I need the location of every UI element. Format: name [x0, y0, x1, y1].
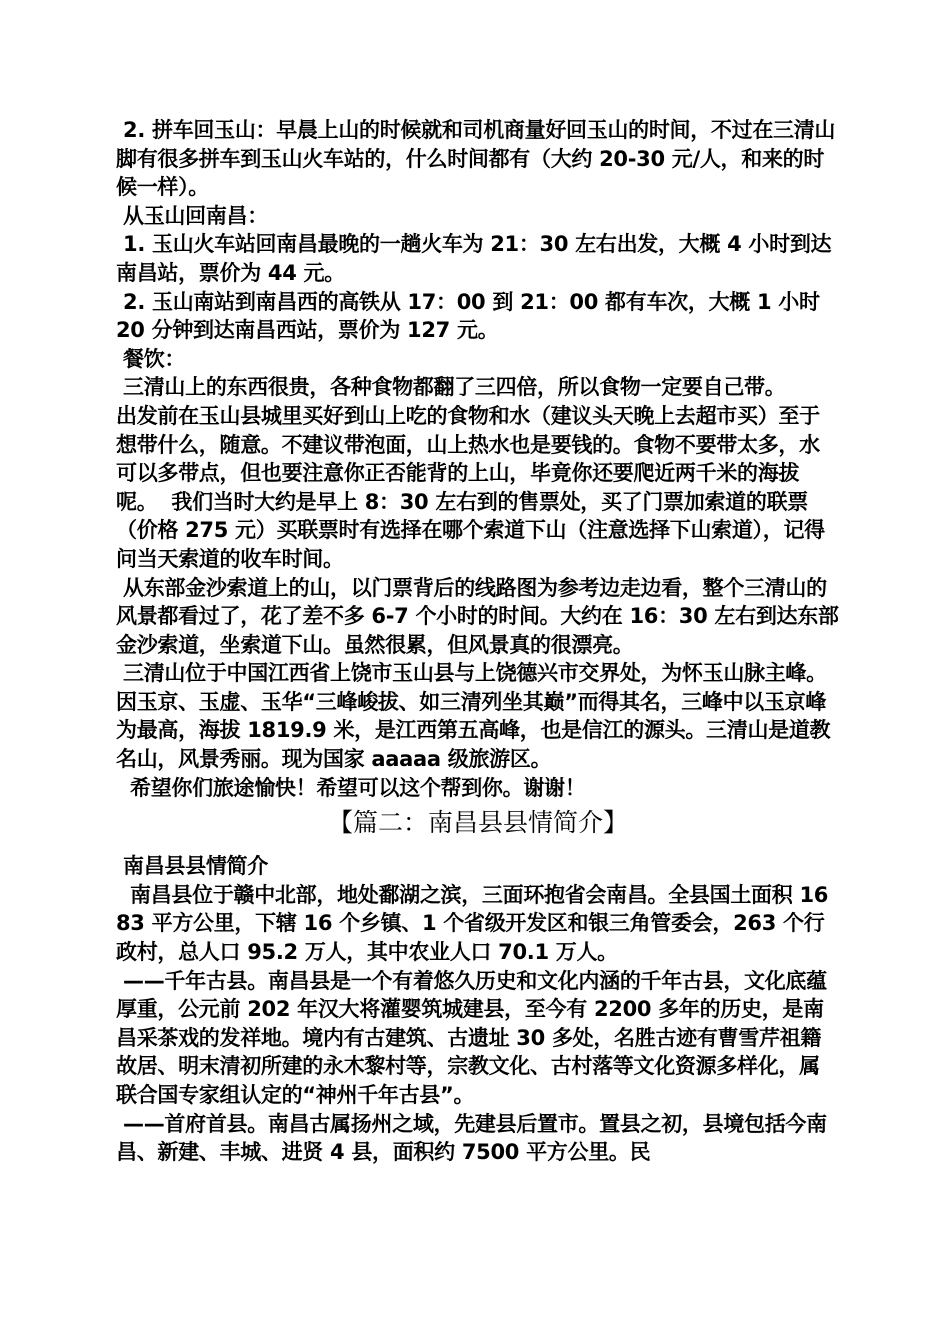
- paragraph-preparation: 出发前在玉山县城里买好到山上吃的食物和水（建议头天晚上去超市买）至于想带什么，随意。不建议带泡面，山上热水也是要钱的。食物不要带太多，水可以多带点，但也要注意你正否能背的上山，毕竟你还要爬近两千米的海拔呢。 我们当时大约是早上 8：30 左右到的售票处，买了门票加索道的联票（价格 275 元）买联票时有选择在哪个索道下山（注意选择下山索道），记得问当天索道的收车时间。: [116, 403, 825, 571]
- paragraph-county-overview: 南昌县位于赣中北部，地处鄱湖之滨，三面环抱省会南昌。全县国土面积 1683 平方公里，下辖 16 个乡镇、1 个省级开发区和银三角管委会，263 个行政村，总人口 95.2 万人，其中农业人口 70.1 万人。: [116, 882, 829, 965]
- paragraph-capital-county: ——首府首县。南昌古属扬州之域，先建县后置市。置县之初，县境包括今南昌、新建、丰城、进贤 4 县，面积约 7500 平方公里。民: [116, 1111, 827, 1165]
- paragraph-dining-heading: 餐饮：: [116, 346, 186, 371]
- paragraph-return-heading: 从玉山回南昌：: [116, 203, 268, 228]
- paragraph-food-prices: 三清山上的东西很贵，各种食物都翻了三四倍，所以食物一定要自己带。: [116, 375, 786, 400]
- paragraph-high-speed-rail: 2. 玉山南站到南昌西的高铁从 17：00 到 21：00 都有车次，大概 1 小时 20 分钟到达南昌西站，票价为 127 元。: [116, 289, 827, 343]
- paragraph-county-title: 南昌县县情简介: [116, 854, 268, 879]
- paragraph-closing: 希望你们旅途愉快！希望可以这个帮到你。谢谢！: [116, 775, 586, 800]
- paragraph-ancient-county: ——千年古县。南昌县是一个有着悠久历史和文化内涵的千年古县，文化底蕴厚重，公元前 202 年汉大将灌婴筑城建县，至今有 2200 多年的历史，是南昌采茶戏的发祥地。境内有古建筑、古遗址 30 多处，名胜古迹有曹雪芹祖籍故居、明末清初所建的永木黎村等，宗教文化、古村落等文化资源多样化，属联合国专家组认定的“神州千年古县”。: [116, 968, 827, 1107]
- paragraph-sanqingshan-intro: 三清山位于中国江西省上饶市玉山县与上饶德兴市交界处，为怀玉山脉主峰。因玉京、玉虚、玉华“三峰峻拔、如三清列坐其巅”而得其名，三峰中以玉京峰为最高，海拔 1819.9 米，是江西第五高峰，也是信江的源头。三清山是道教名山，风景秀丽。现为国家 aaaaa 级旅游区。: [116, 661, 831, 772]
- paragraph-train: 1. 玉山火车站回南昌最晚的一趟火车为 21：30 左右出发，大概 4 小时到达南昌站，票价为 44 元。: [116, 232, 832, 285]
- paragraph-route: 从东部金沙索道上的山，以门票背后的线路图为参考边走边看，整个三清山的风景都看过了，花了差不多 6-7 个小时的时间。大约在 16：30 左右到达东部金沙索道，坐索道下山。虽然很累，但风景真的很漂亮。: [116, 575, 839, 657]
- document-page: [116, 116, 840, 1167]
- paragraph-carpool: 2. 拼车回玉山：早晨上山的时候就和司机商量好回玉山的时间，不过在三清山脚有很多拼车到玉山火车站的，什么时间都有（大约 20-30 元/人，和来的时候一样）。: [116, 118, 836, 200]
- section-heading: 【篇二：南昌县县情简介】: [327, 808, 628, 838]
